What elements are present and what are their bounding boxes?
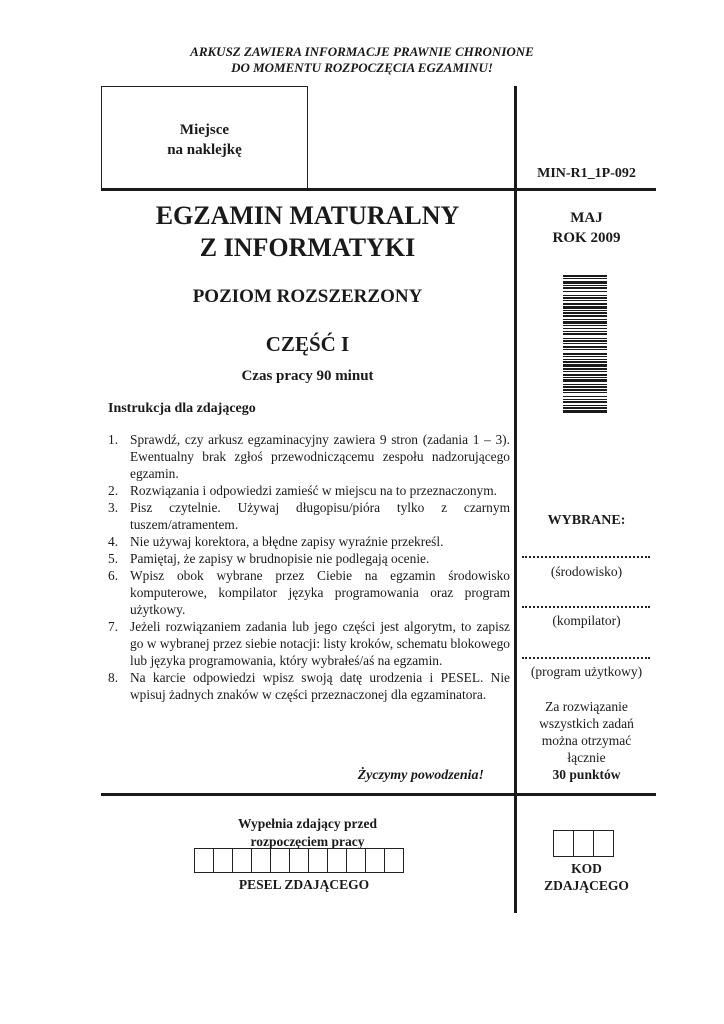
instruction-item: [108, 669, 510, 703]
top-divider: [101, 188, 656, 191]
sticker-label-line1: Miejsce: [179, 122, 230, 138]
pesel-digit-box[interactable]: [232, 848, 252, 873]
exam-year: ROK 2009: [552, 230, 621, 246]
pesel-digit-box[interactable]: [213, 848, 233, 873]
exam-title-line1: EGZAMIN MATURALNY: [155, 201, 460, 230]
instruction-number: 1.: [108, 432, 119, 447]
instruction-number: 4.: [108, 534, 119, 549]
exam-time: Czas pracy 90 minut: [241, 368, 374, 384]
instruction-text: Pisz czytelnie. Używaj długopisu/pióra tylko z czarnym tuszem/atramentem.: [130, 500, 510, 532]
instruction-item: [108, 482, 510, 499]
instructions-list: [108, 431, 510, 703]
instruction-text: Na karcie odpowiedzi wpisz swoją datę urodzenia i PESEL. Nie wpisuj żadnych znaków w części przeznaczonej dla egzaminatora.: [130, 670, 510, 702]
kod-label-line1: KOD: [571, 861, 602, 876]
environment-field[interactable]: [522, 556, 650, 558]
instruction-number: 5.: [108, 551, 119, 566]
points-line: Za rozwiązanie: [545, 699, 628, 714]
exam-part: CZĘŚĆ I: [265, 332, 350, 356]
sticker-label-line2: na naklejkę: [167, 142, 242, 158]
compiler-label: (kompilator): [552, 613, 621, 628]
good-luck-note: Życzymy powodzenia!: [357, 768, 484, 783]
exam-title-line2: Z INFORMATYKI: [199, 233, 416, 262]
instruction-text: Jeżeli rozwiązaniem zadania lub jego części jest algorytm, to zapisz go w wybranej przez siebie notacji: listy kroków, schematu blokowego lub języka programowania, który wybrałeś/aś na egzamin.: [130, 619, 510, 668]
instruction-number: 8.: [108, 670, 119, 685]
pesel-digit-box[interactable]: [270, 848, 290, 873]
points-total: 30 punktów: [552, 767, 621, 782]
instruction-text: Wpisz obok wybrane przez Ciebie na egzamin środowisko komputerowe, kompilator języka programowania oraz program użytkowy.: [130, 568, 510, 617]
instruction-number: 2.: [108, 483, 119, 498]
sticker-box: [101, 86, 308, 189]
fill-note: [200, 815, 415, 851]
bottom-divider: [101, 793, 656, 796]
points-note: [517, 698, 656, 783]
kod-digit-box[interactable]: [553, 830, 574, 857]
exam-code: MIN-R1_1P-092: [537, 166, 636, 181]
legal-notice-line1: ARKUSZ ZAWIERA INFORMACJE PRAWNIE CHRONIONE: [190, 44, 534, 59]
points-line: łącznie: [567, 750, 606, 765]
instruction-item: [108, 431, 510, 482]
pesel-digit-box[interactable]: [251, 848, 271, 873]
pesel-digit-box[interactable]: [194, 848, 214, 873]
kod-digit-box[interactable]: [593, 830, 614, 857]
instruction-number: 6.: [108, 568, 119, 583]
instruction-text: Sprawdź, czy arkusz egzaminacyjny zawiera 9 stron (zadania 1 – 3). Ewentualny brak zgłoś przewodniczącemu zespołu nadzorującego egzamin.: [130, 432, 510, 481]
points-line: wszystkich zadań: [539, 716, 634, 731]
instruction-text: Pamiętaj, że zapisy w brudnopisie nie podlegają ocenie.: [130, 551, 430, 566]
pesel-digit-box[interactable]: [346, 848, 366, 873]
instruction-text: Nie używaj korektora, a błędne zapisy wyraźnie przekreśl.: [130, 534, 444, 549]
compiler-field[interactable]: [522, 606, 650, 608]
legal-notice-line2: DO MOMENTU ROZPOCZĘCIA EGZAMINU!: [231, 60, 493, 75]
instruction-number: 3.: [108, 500, 119, 515]
instruction-number: 7.: [108, 619, 119, 634]
pesel-digit-box[interactable]: [327, 848, 347, 873]
pesel-input[interactable]: [194, 848, 403, 873]
pesel-digit-box[interactable]: [365, 848, 385, 873]
pesel-digit-box[interactable]: [289, 848, 309, 873]
barcode-image: [563, 275, 607, 486]
environment-label: (środowisko): [550, 564, 623, 579]
kod-digit-box[interactable]: [573, 830, 594, 857]
exam-date: [517, 208, 656, 248]
instruction-item: [108, 533, 510, 550]
exam-month: MAJ: [570, 210, 603, 226]
points-line: można otrzymać: [541, 733, 632, 748]
legal-notice: [0, 44, 724, 76]
instruction-item: [108, 567, 510, 618]
pesel-label: PESEL ZDAJĄCEGO: [238, 877, 370, 892]
exam-title: [101, 200, 514, 264]
pesel-digit-box[interactable]: [384, 848, 404, 873]
program-field[interactable]: [522, 657, 650, 659]
instruction-item: [108, 618, 510, 669]
sticker-label: [102, 120, 307, 160]
instruction-text: Rozwiązania i odpowiedzi zamieść w miejscu na to przeznaczonym.: [130, 483, 497, 498]
program-label: (program użytkowy): [530, 664, 643, 679]
fill-note-line2: rozpoczęciem pracy: [250, 834, 365, 849]
instructions-heading: Instrukcja dla zdającego: [108, 401, 256, 416]
exam-level: POZIOM ROZSZERZONY: [192, 286, 423, 307]
kod-label: [517, 860, 656, 894]
pesel-digit-box[interactable]: [308, 848, 328, 873]
instruction-item: [108, 550, 510, 567]
kod-input[interactable]: [553, 830, 613, 857]
fill-note-line1: Wypełnia zdający przed: [238, 816, 377, 831]
chosen-heading: WYBRANE:: [547, 513, 626, 528]
instruction-item: [108, 499, 510, 533]
kod-label-line2: ZDAJĄCEGO: [544, 878, 629, 893]
